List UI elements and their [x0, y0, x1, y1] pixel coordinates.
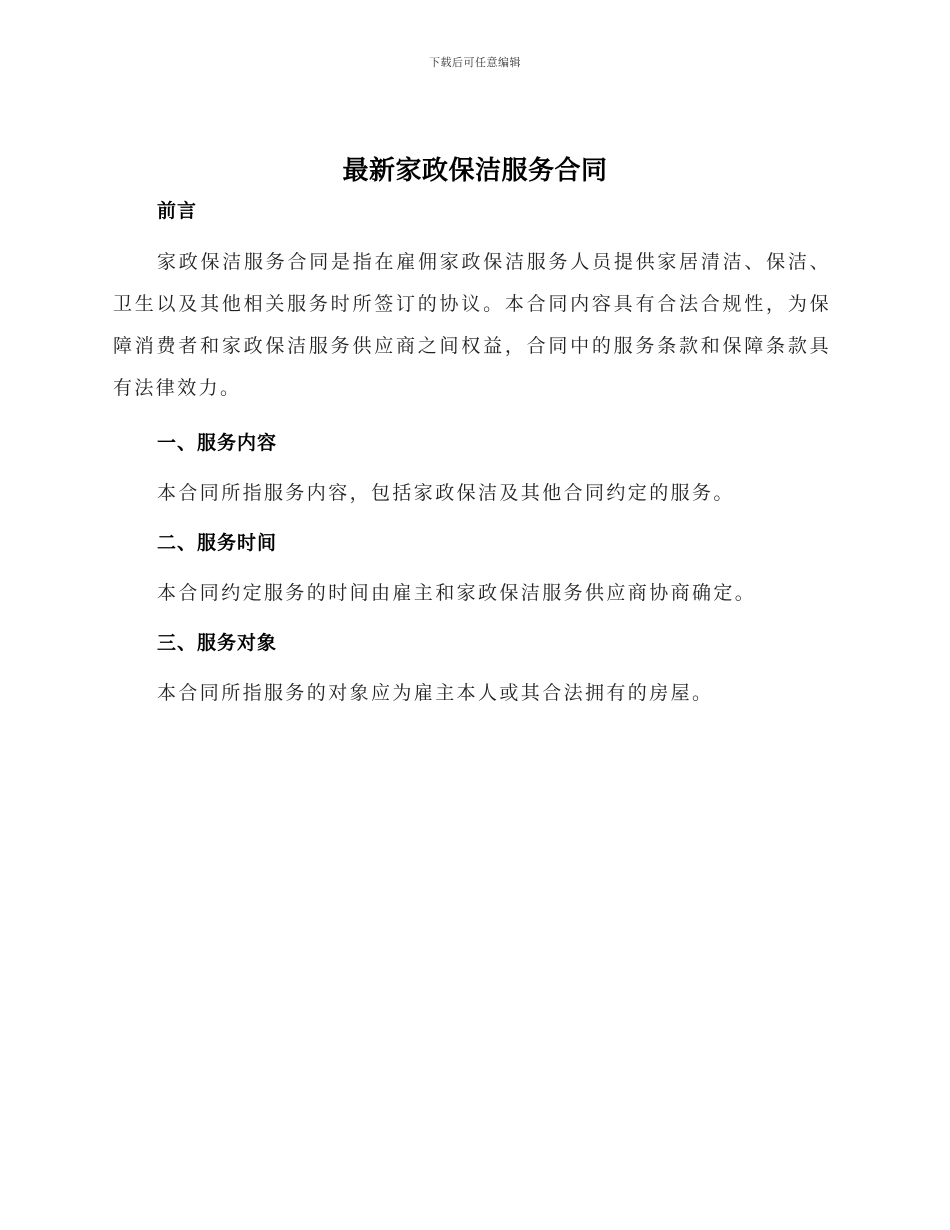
section-paragraph-service-time: 本合同约定服务的时间由雇主和家政保洁服务供应商协商确定。 — [157, 582, 757, 604]
section-paragraph-service-object: 本合同所指服务的对象应为雇主本人或其合法拥有的房屋。 — [157, 682, 714, 704]
preface-heading: 前言 — [157, 200, 198, 222]
section-heading-service-content: 一、服务内容 — [157, 432, 278, 454]
section-heading-service-object: 三、服务对象 — [157, 632, 278, 654]
preface-paragraph: 家政保洁服务合同是指在雇佣家政保洁服务人员提供家居清洁、保洁、卫生以及其他相关服务时所签订的协议。本合同内容具有合法合规性，为保障消费者和家政保洁服务供应商之间权益，合同中的服务条款和保障条款具有法律效力。 — [113, 251, 831, 399]
section-paragraph-service-content: 本合同所指服务内容，包括家政保洁及其他合同约定的服务。 — [157, 482, 735, 504]
document-body — [113, 195, 831, 709]
header-note: 下载后可任意编辑 — [429, 56, 521, 69]
document-title: 最新家政保洁服务合同 — [342, 156, 608, 186]
section-heading-service-time: 二、服务时间 — [157, 532, 278, 554]
